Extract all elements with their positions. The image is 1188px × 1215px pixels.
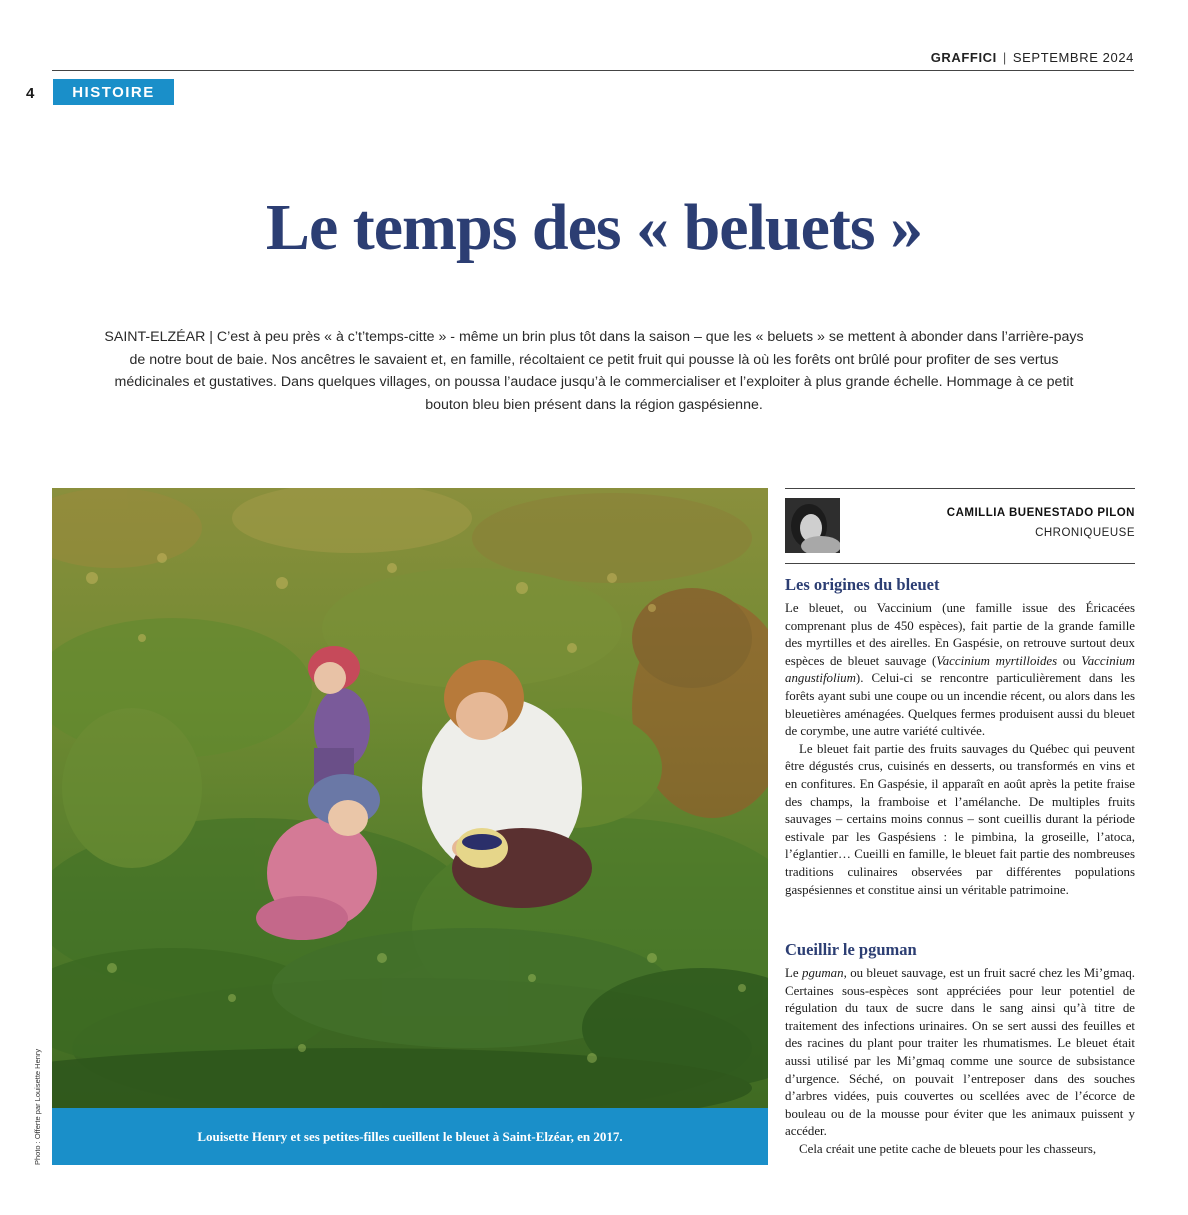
body-pguman [785, 965, 1135, 1159]
body-origines [785, 600, 1135, 899]
masthead-separator: | [1002, 50, 1007, 65]
page-number: 4 [26, 85, 35, 102]
byline-rule-bottom [785, 563, 1135, 564]
paragraph: Cela créait une petite cache de bleuets pour les chasseurs, [799, 1141, 1097, 1156]
text-run: Le [785, 966, 803, 980]
top-rule [52, 70, 1134, 71]
text-run: Le bleuet, ou Vaccinium (une famille issue des Éricacées comprenant plus de 450 espèces), fait partie de la grande famille des myrtilles et des airelles. En Gaspésie, on retrouve surtout deux espèces de bleuet sauvage ( [785, 601, 1135, 668]
paragraph [785, 600, 1135, 741]
text-run: ). Celui-ci se rencontre particulièrement dans les forêts ayant subi une coupe ou un incendie récent, ou alors dans les bleuetières aménagées. Quelques fermes produisent aussi du bleuet de corymbe, une autre variété cultivée. [785, 671, 1135, 739]
byline-rule-top [785, 488, 1135, 489]
species-name: Vaccinium angustifolium [785, 653, 1135, 686]
photo-caption-bar [52, 1108, 768, 1165]
paragraph: Le bleuet fait partie des fruits sauvages du Québec qui peuvent être dégustés crus, cuisinés en desserts, ou transformés en vins et en confitures. En Gaspésie, il apparaît en août après la petite fraise des champs, la framboise et l’amélanche. De multiples fruits sauvages – certains moins connus – sont cueillis durant la période estivale par les Gaspésiens : le pimbina, la groseille, l’atoca, l’églantier… Cueilli en famille, le bleuet fait partie des nombreuses traditions culinaires observées par différentes populations gaspésiennes et constitue ainsi un véritable patrimoine. [785, 741, 1135, 897]
subhead-pguman: Cueillir le pguman [785, 940, 917, 959]
photo-credit: Photo : Offerte par Louisette Henry [33, 1048, 42, 1165]
term-pguman: pguman [802, 966, 844, 980]
masthead [931, 50, 1134, 65]
berry-picking-photo [52, 488, 768, 1108]
subhead-origines: Les origines du bleuet [785, 575, 940, 594]
section-tag: HISTOIRE [53, 79, 174, 105]
author-role: CHRONIQUEUSE [1035, 527, 1135, 539]
issue-date: SEPTEMBRE 2024 [1012, 50, 1134, 65]
headline: Le temps des « beluets » [265, 191, 923, 264]
lede: SAINT-ELZÉAR | C’est à peu près « à c’t’temps-citte » - même un brin plus tôt dans la saison – que les « beluets » se mettent à abonder dans l’arrière-pays de notre bout de baie. Nos ancêtres le savaient et, en famille, récoltaient ce petit fruit qui pousse là où les forêts ont brûlé pour profiter de ses vertus médicinales et gustatives. Dans quelques villages, on poussa l’audace jusqu’à le commercialiser et l’exploiter à plus grande échelle. Hommage à ce petit bouton bleu bien présent dans la région gaspésienne. [104, 329, 1084, 413]
article-photo [52, 488, 768, 1108]
text-run: ou [1057, 653, 1082, 668]
photo-caption: Louisette Henry et ses petites-filles cueillent le bleuet à Saint-Elzéar, en 2017. [197, 1128, 623, 1144]
publication-name: GRAFFICI [930, 50, 997, 65]
text-run: , ou bleuet sauvage, est un fruit sacré chez les Mi’gmaq. Certaines sous-espèces sont appréciées pour leur potentiel de régulation du taux de sucre dans le sang ainsi qu’à titre de traitement des infections urinaires. On se sert aussi des feuilles et des racines du plant pour traiter les rhumatismes. Le bleuet était aussi utilisé par les Mi’gmaq comme une source de subsistance d’urgence. Séché, on pouvait l’entreposer dans des souches d’arbres vidées, puis couvertes ou scellées avec de l’écorce de bouleau ou de la mousse pour éviter que les animaux puissent y accéder. [785, 966, 1135, 1139]
paragraph [785, 965, 1135, 1141]
author-portrait [785, 498, 840, 553]
author-portrait-image [785, 498, 840, 553]
author-name: CAMILLIA BUENESTADO PILON [946, 507, 1135, 519]
species-name: Vaccinium myrtilloides [936, 653, 1058, 668]
